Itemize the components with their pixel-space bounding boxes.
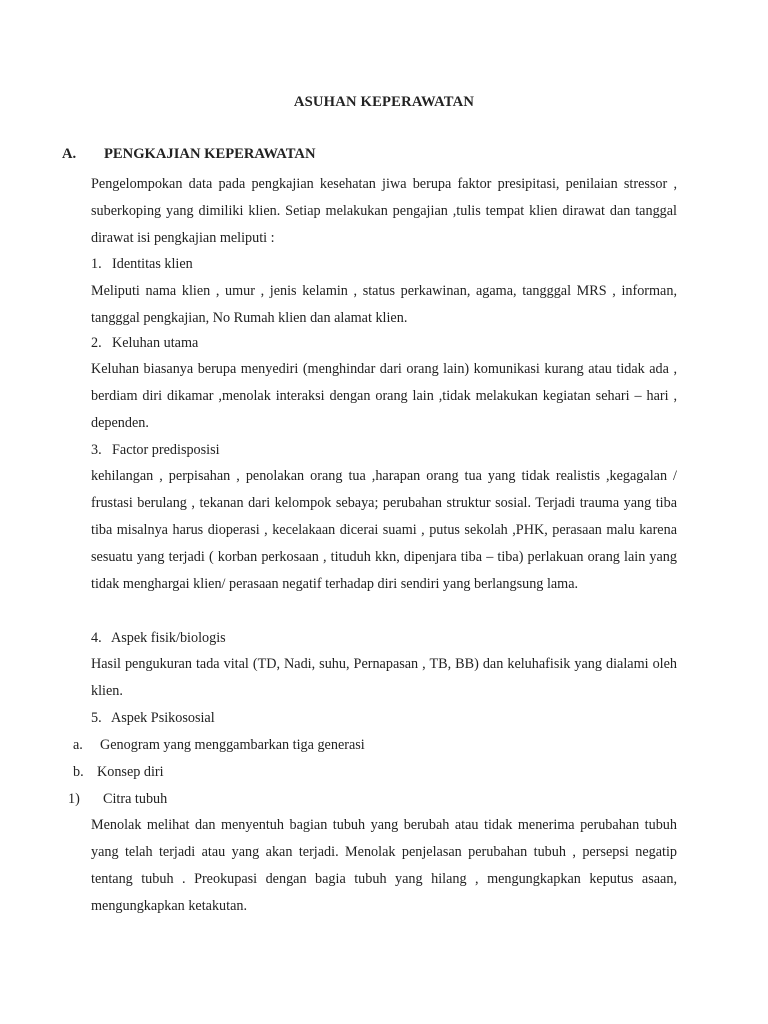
sub-1-line (68, 790, 167, 808)
item-3-heading: Factor predisposisi (112, 442, 220, 458)
item-3-heading-line (91, 441, 220, 459)
item-1-heading: Identitas klien (112, 256, 193, 272)
item-1-number: 1. (91, 256, 102, 272)
section-title: PENGKAJIAN KEPERAWATAN (104, 146, 316, 162)
sub-b-text: Konsep diri (97, 764, 164, 780)
item-2-number: 2. (91, 335, 102, 351)
sub-1-number: 1) (68, 791, 80, 807)
item-2-heading-line (91, 334, 198, 352)
item-1-heading-line (91, 255, 193, 273)
sub-b-letter: b. (73, 764, 84, 780)
item-5-heading-line (91, 709, 215, 727)
item-2-body: Keluhan biasanya berupa menyediri (menghindar dari orang lain) komunikasi kurang atau tidak ada , berdiam diri dikamar ,menolak interaksi dengan orang lain ,tidak melakukan kegiatan sehari – hari , dependen. (91, 361, 677, 431)
document-title: ASUHAN KEPERAWATAN (293, 94, 475, 110)
item-5-number: 5. (91, 710, 102, 726)
sub-a-line (73, 736, 365, 754)
item-2-heading: Keluhan utama (112, 335, 199, 351)
section-letter: A. (62, 146, 77, 162)
sub-b-line (73, 763, 164, 781)
sub-a-letter: a. (73, 737, 83, 753)
item-3-number: 3. (91, 442, 102, 458)
sub-1-text: Citra tubuh (103, 791, 168, 807)
item-4-heading-line (91, 629, 226, 647)
item-1-body: Meliputi nama klien , umur , jenis kelamin , status perkawinan, agama, tangggal MRS , informan, tangggal pengkajian, No Rumah klien dan alamat klien. (91, 283, 677, 326)
item-4-number: 4. (91, 630, 102, 646)
item-4-heading: Aspek fisik/biologis (111, 630, 226, 646)
citra-tubuh-body: Menolak melihat dan menyentuh bagian tubuh yang berubah atau tidak menerima perubahan tubuh yang telah terjadi atau yang akan terjadi. Menolak penjelasan perubahan tubuh , persepsi negatip tentang tubuh . Preokupasi dengan bagia tubuh yang hilang , mengungkapkan keputus asaan, mengungkapkan ketakutan. (91, 817, 677, 914)
item-5-heading: Aspek Psikososial (111, 710, 215, 726)
item-3-body: kehilangan , perpisahan , penolakan orang tua ,harapan orang tua yang tidak realistis ,kegagalan / frustasi berulang , tekanan dari kelompok sebaya; perubahan struktur sosial. Terjadi trauma yang tiba tiba misalnya harus dioperasi , kecelakaan dicerai suami , putus sekolah ,PHK, perasaan malu karena sesuatu yang terjadi ( korban perkosaan , tituduh kkn, dipenjara tiba – tiba) perlakuan orang lain yang tidak menghargai klien/ perasaan negatif terhadap diri sendiri yang berlangsung lama. (91, 468, 677, 592)
sub-a-text: Genogram yang menggambarkan tiga generasi (100, 737, 365, 753)
item-4-body: Hasil pengukuran tada vital (TD, Nadi, suhu, Pernapasan , TB, BB) dan keluhafisik yang dialami oleh klien. (91, 656, 677, 699)
intro-paragraph: Pengelompokan data pada pengkajian kesehatan jiwa berupa faktor presipitasi, penilaian stressor , suberkoping yang dimiliki klien. Setiap melakukan pengajian ,tulis tempat klien dirawat dan tanggal dirawat isi pengkajian meliputi : (91, 176, 677, 246)
